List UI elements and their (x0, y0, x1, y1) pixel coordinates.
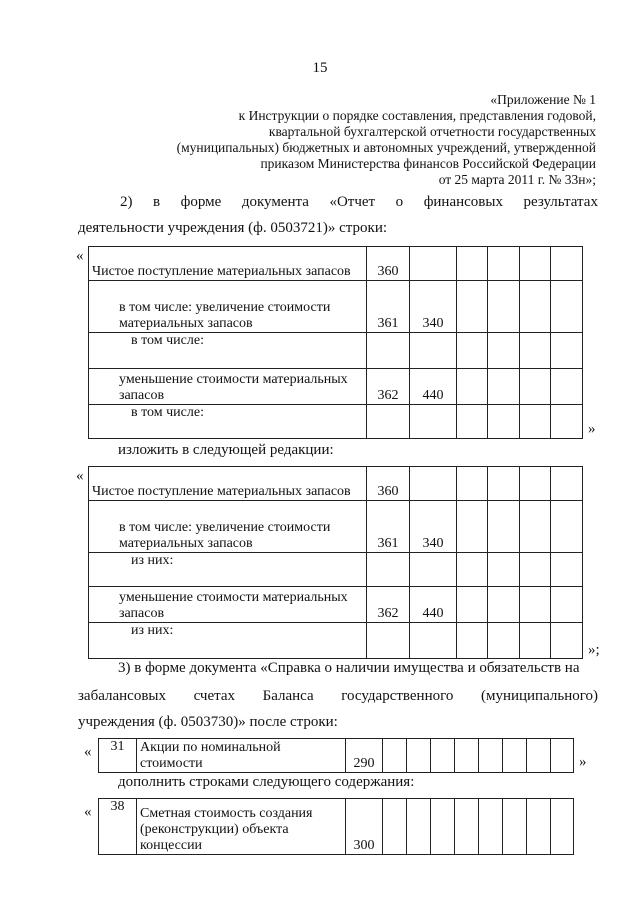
row-code: 290 (346, 739, 383, 773)
row-name: Акции по номинальной стоимости (137, 739, 346, 773)
appendix-line: к Инструкции о порядке составления, представления годовой, (238, 108, 596, 123)
quote-open: « (76, 468, 84, 484)
row-name: в том числе: (89, 405, 367, 439)
row-code (367, 553, 410, 587)
appendix-line: (муниципальных) бюджетных и автономных учреждений, утвержденной (176, 140, 596, 155)
item2-word: результатах (523, 194, 598, 210)
row-sub (410, 247, 457, 281)
item2-word: 2) (120, 194, 133, 210)
row-name: из них: (89, 553, 367, 587)
table-row (89, 553, 583, 587)
row-code: 360 (367, 467, 410, 501)
appendix-line: «Приложение № 1 (490, 92, 596, 107)
table-row (89, 281, 583, 333)
row-code: 362 (367, 587, 410, 623)
table-row (89, 405, 583, 439)
row-sub (410, 333, 457, 369)
row-sub (410, 405, 457, 439)
row-name: Сметная стоимость создания (реконструкции) объекта концессии (137, 799, 346, 855)
quote-close: » (579, 754, 587, 770)
restate-text: изложить в следующей редакции: (118, 442, 334, 458)
quote-close: » (588, 421, 596, 437)
page-number: 15 (312, 60, 328, 76)
table-row (99, 739, 574, 773)
table-row (89, 247, 583, 281)
row-name: Чистое поступление материальных запасов (89, 247, 367, 281)
row-name: из них: (89, 623, 367, 659)
row-sub (410, 623, 457, 659)
row-code (367, 405, 410, 439)
appendix-line: квартальной бухгалтерской отчетности государственных (268, 124, 596, 139)
quote-open: « (84, 804, 92, 820)
row-code (367, 333, 410, 369)
item3-line1: 3) в форме документа «Справка о наличии имущества и обязательств на (118, 660, 580, 676)
row-code: 300 (346, 799, 383, 855)
row-name: уменьшение стоимости материальных запасов (89, 587, 367, 623)
item3-word: счетах (193, 688, 236, 704)
table-3 (98, 738, 574, 773)
item2-line2: деятельности учреждения (ф. 0503721)» строки: (78, 220, 388, 236)
row-name: в том числе: (89, 333, 367, 369)
item3-line2 (78, 688, 598, 705)
item2-word: документа (241, 194, 309, 210)
item2-word: о (395, 194, 404, 210)
row-sub: 440 (410, 369, 457, 405)
table-1 (88, 246, 583, 439)
item2-word: финансовых (423, 194, 503, 210)
table-row (89, 467, 583, 501)
row-sub (410, 467, 457, 501)
row-code (367, 623, 410, 659)
table-4 (98, 798, 574, 855)
appendix-line: приказом Министерства финансов Российской Федерации (260, 156, 596, 171)
table-row (89, 333, 583, 369)
table-row (99, 799, 574, 855)
row-name: Чистое поступление материальных запасов (89, 467, 367, 501)
table-row (89, 587, 583, 623)
item2-word: в (153, 194, 161, 210)
table-2 (88, 466, 583, 659)
table-row (89, 501, 583, 553)
row-name: в том числе: увеличение стоимости материальных запасов (89, 281, 367, 333)
supplement-text: дополнить строками следующего содержания: (118, 774, 415, 790)
item3-word: Баланса (262, 688, 314, 704)
item2-word: «Отчет (329, 194, 376, 210)
row-sub: 340 (410, 281, 457, 333)
quote-open: « (76, 248, 84, 264)
item3-word: государственного (341, 688, 454, 704)
appendix-line: от 25 марта 2011 г. № 33н»; (438, 172, 596, 187)
row-code: 362 (367, 369, 410, 405)
item2-word: форме (180, 194, 222, 210)
row-name: уменьшение стоимости материальных запасов (89, 369, 367, 405)
row-sub: 340 (410, 501, 457, 553)
row-name: в том числе: увеличение стоимости материальных запасов (89, 501, 367, 553)
quote-open: « (84, 744, 92, 760)
table-row (89, 623, 583, 659)
row-num: 31 (99, 739, 137, 773)
item3-word: (муниципального) (480, 688, 598, 704)
row-num: 38 (99, 799, 137, 855)
item3-word: забалансовых (78, 688, 166, 704)
item3-line3: учреждения (ф. 0503730)» после строки: (78, 714, 338, 730)
row-code: 361 (367, 281, 410, 333)
table-row (89, 369, 583, 405)
row-sub (410, 553, 457, 587)
appendix-block (177, 92, 596, 188)
row-code: 360 (367, 247, 410, 281)
row-code: 361 (367, 501, 410, 553)
row-sub: 440 (410, 587, 457, 623)
quote-close: »; (588, 642, 600, 658)
item2-line1 (120, 194, 598, 211)
